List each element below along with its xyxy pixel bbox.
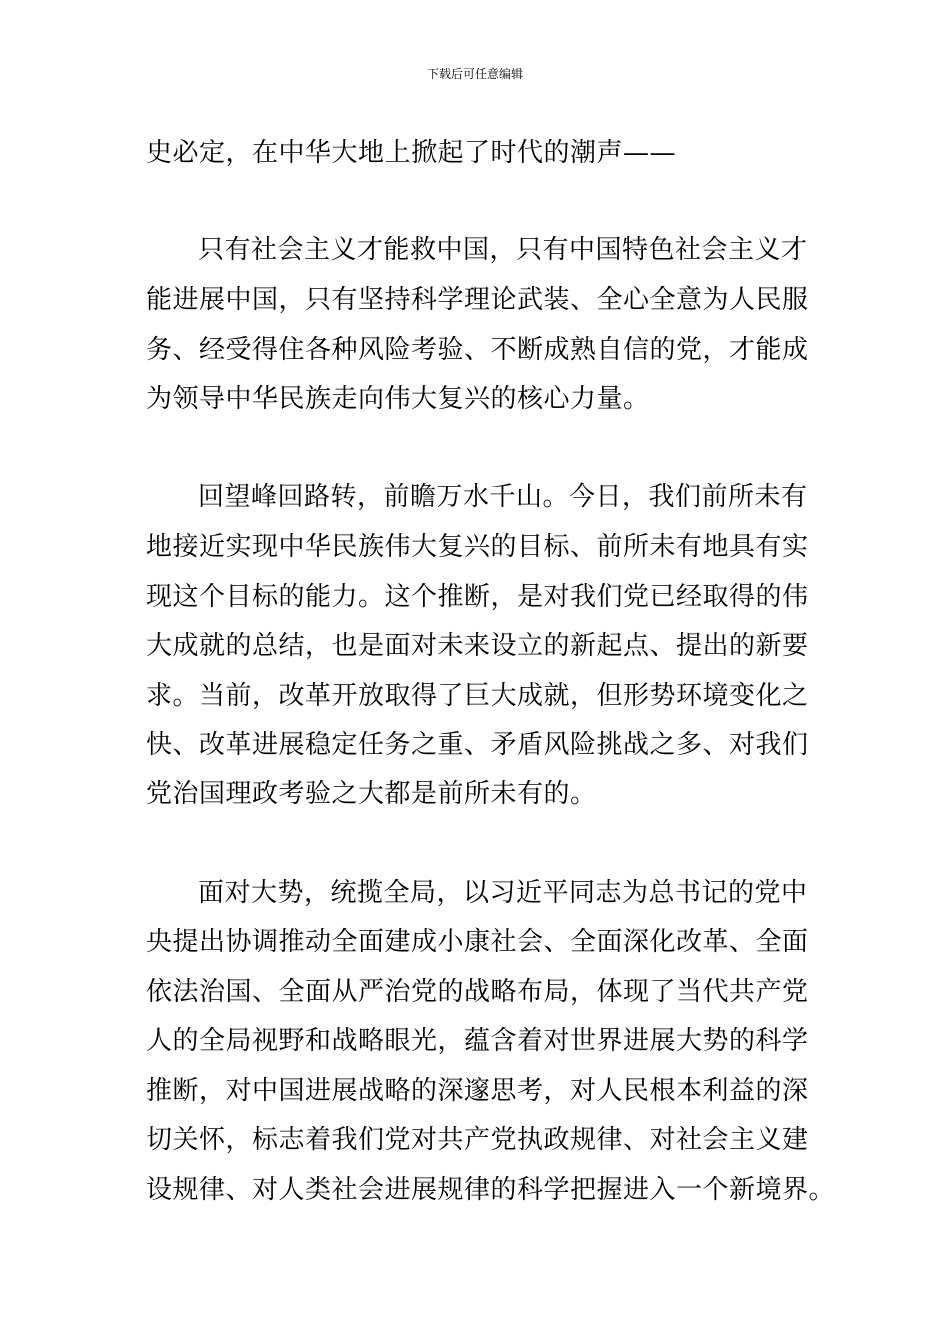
paragraph-4-line-1: 面对大势，统揽全局，以习近平同志为总书记的党中 <box>198 878 808 908</box>
paragraph-4-line-4: 人的全局视野和战略眼光，蕴含着对世界进展大势的科学 <box>146 1026 809 1056</box>
paragraph-2-line-4: 为领导中华民族走向伟大复兴的核心力量。 <box>146 384 650 414</box>
paragraph-2-line-1: 只有社会主义才能救中国，只有中国特色社会主义才 <box>198 235 808 265</box>
paragraph-3-line-1: 回望峰回路转，前瞻万水千山。今日，我们前所未有 <box>198 482 808 512</box>
paragraph-4-line-3: 依法治国、全面从严治党的战略布局，体现了当代共产党 <box>146 977 809 1007</box>
paragraph-3-line-5: 求。当前，改革开放取得了巨大成就，但形势环境变化之 <box>146 681 809 711</box>
paragraph-1-line-1: 史必定，在中华大地上掀起了时代的潮声—— <box>146 138 677 168</box>
paragraph-4-line-7: 设规律、对人类社会进展规律的科学把握进入一个新境界。 <box>146 1175 836 1205</box>
paragraph-2-line-3: 务、经受得住各种风险考验、不断成熟自信的党，才能成 <box>146 335 809 365</box>
paragraph-4-line-5: 推断，对中国进展战略的深邃思考，对人民根本利益的深 <box>146 1076 809 1106</box>
paragraph-4-line-6: 切关怀，标志着我们党对共产党执政规律、对社会主义建 <box>146 1125 809 1155</box>
page-header-note: 下载后可任意编辑 <box>426 67 523 81</box>
paragraph-3-line-7: 党治国理政考验之大都是前所未有的。 <box>146 779 597 809</box>
paragraph-3-line-3: 现这个目标的能力。这个推断，是对我们党已经取得的伟 <box>146 582 809 612</box>
paragraph-2-line-2: 能进展中国，只有坚持科学理论武装、全心全意为人民服 <box>146 285 809 315</box>
paragraph-3-line-6: 快、改革进展稳定任务之重、矛盾风险挑战之多、对我们 <box>146 730 809 760</box>
paragraph-3-line-4: 大成就的总结，也是面对未来设立的新起点、提出的新要 <box>146 631 809 661</box>
paragraph-4-line-2: 央提出协调推动全面建成小康社会、全面深化改革、全面 <box>146 927 809 957</box>
paragraph-3-line-2: 地接近实现中华民族伟大复兴的目标、前所未有地具有实 <box>146 532 809 562</box>
